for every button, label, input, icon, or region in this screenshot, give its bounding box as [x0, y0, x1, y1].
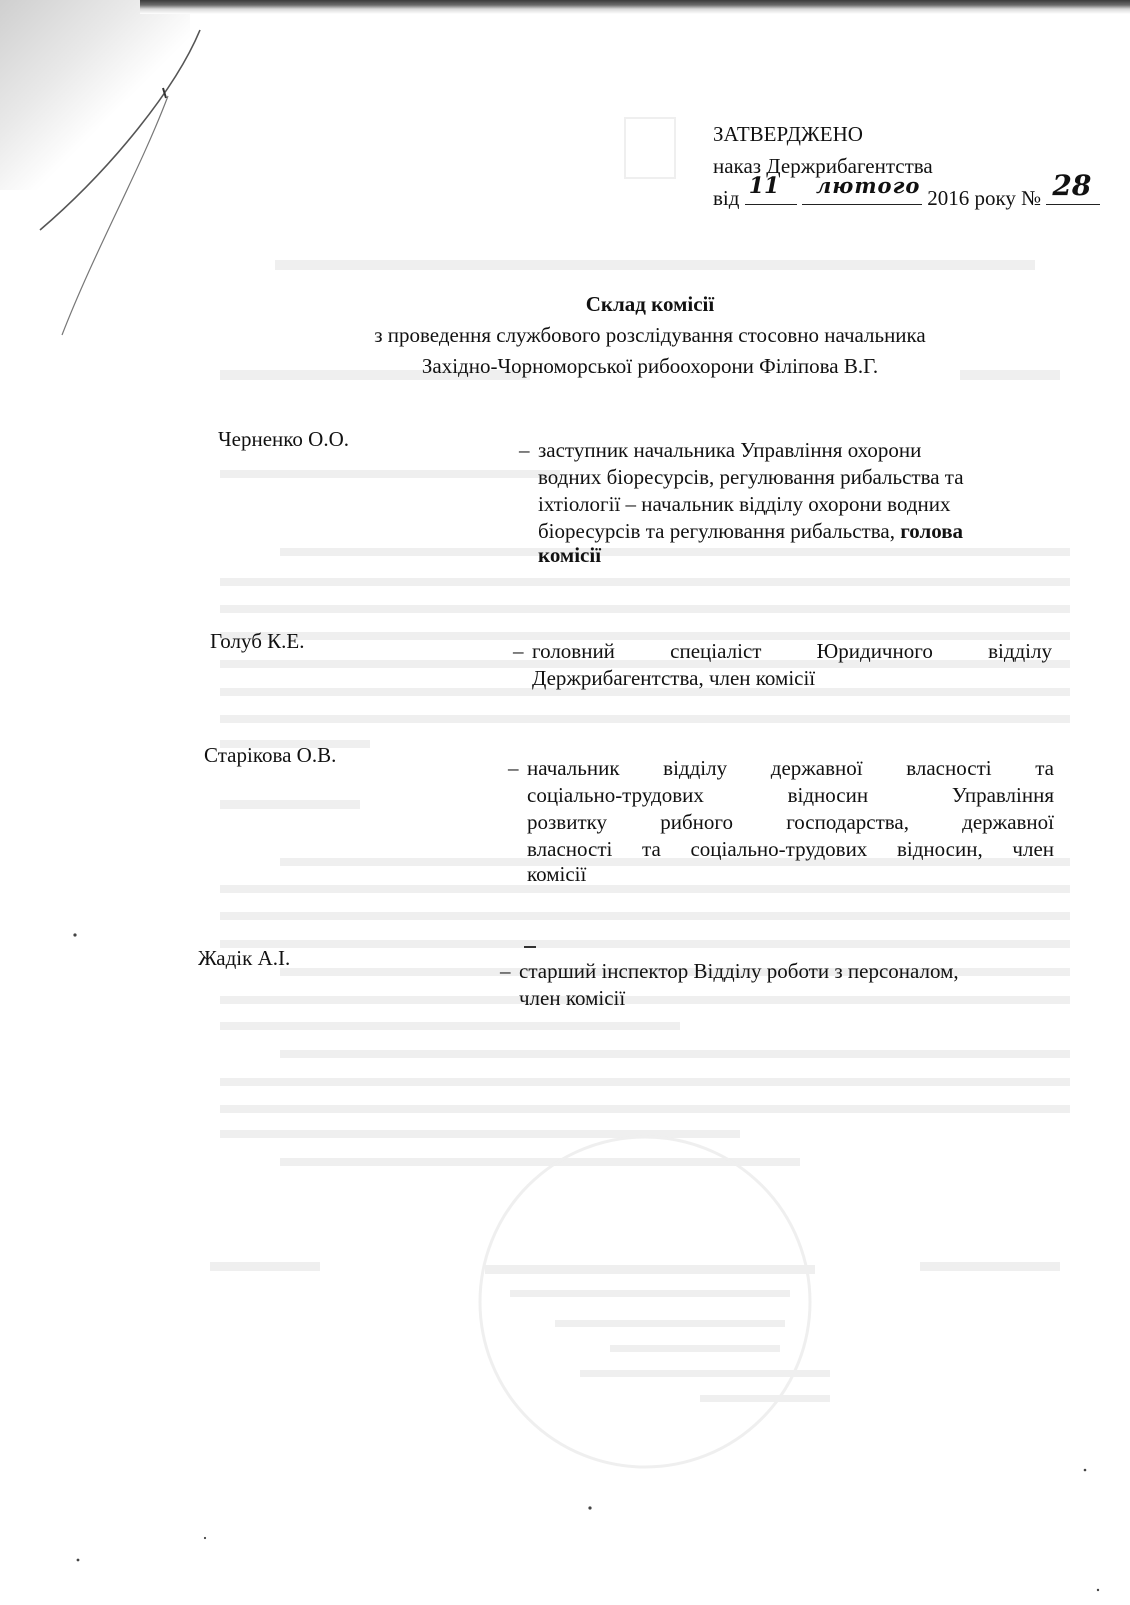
day-blank	[745, 173, 797, 205]
member-dash-1: –	[519, 438, 530, 462]
number-blank	[1046, 169, 1100, 205]
role-line: член комісії	[519, 986, 626, 1010]
approval-block	[713, 118, 1100, 214]
title-subtitle-1: з проведення службового розслідування стосовно начальника	[374, 323, 926, 347]
role-line: Держрибагентства, член комісії	[532, 666, 816, 690]
member-dash-2: –	[513, 639, 524, 663]
role-line: водних біоресурсів, регулювання рибальства та	[538, 465, 964, 489]
scan-dash-mark	[524, 946, 536, 948]
member-name-starikova: Старікова О.В.	[204, 743, 337, 767]
member-role-zhadik	[519, 958, 1059, 1012]
role-line: власності та соціально-трудових відносин, член	[527, 837, 1054, 861]
member-name-chernenko: Черненко О.О.	[218, 427, 349, 451]
member-dash-4: –	[500, 959, 511, 983]
role-line: старший інспектор Відділу роботи з персоналом,	[519, 959, 959, 983]
approval-year-suffix: 2016 року №	[927, 186, 1042, 210]
approval-date-prefix: від	[713, 186, 740, 210]
member-role-chernenko	[538, 437, 1048, 565]
member-name-zhadik: Жадік А.І.	[198, 946, 291, 970]
role-line: соціально-трудових відносин Управління	[527, 783, 1054, 807]
role-line: головний спеціаліст Юридичного відділу	[532, 639, 1052, 663]
role-line: іхтіології – начальник відділу охорони водних	[538, 492, 951, 516]
member-dash-3: –	[508, 756, 519, 780]
member-name-holub: Голуб К.Е.	[210, 629, 305, 653]
role-line: розвитку рибного господарства, державної	[527, 810, 1054, 834]
role-title-bold-end: комісії	[538, 543, 602, 567]
handwritten-day: 11	[748, 173, 780, 199]
title-heading: Склад комісії	[585, 292, 715, 316]
role-line: начальник відділу державної власності та	[527, 756, 1054, 780]
document-title	[280, 289, 1020, 382]
approval-date-line	[713, 169, 1100, 214]
member-role-starikova	[527, 755, 1054, 885]
role-line: комісії	[527, 862, 587, 886]
member-role-holub	[532, 638, 1052, 692]
approval-order-line: наказ Держрибагентства	[713, 154, 933, 178]
role-line	[538, 518, 1048, 545]
month-blank	[802, 173, 922, 205]
role-line: заступник начальника Управління охорони	[538, 438, 922, 462]
title-subtitle-2: Західно-Чорноморської рибоохорони Філіпова В.Г.	[421, 354, 879, 378]
role-title-bold: голова	[900, 519, 964, 543]
handwritten-month: лютого	[815, 173, 921, 198]
handwritten-number: 28	[1052, 169, 1092, 202]
approval-heading: ЗАТВЕРДЖЕНО	[713, 122, 863, 146]
role-text: біоресурсів та регулювання рибальства,	[538, 519, 895, 543]
